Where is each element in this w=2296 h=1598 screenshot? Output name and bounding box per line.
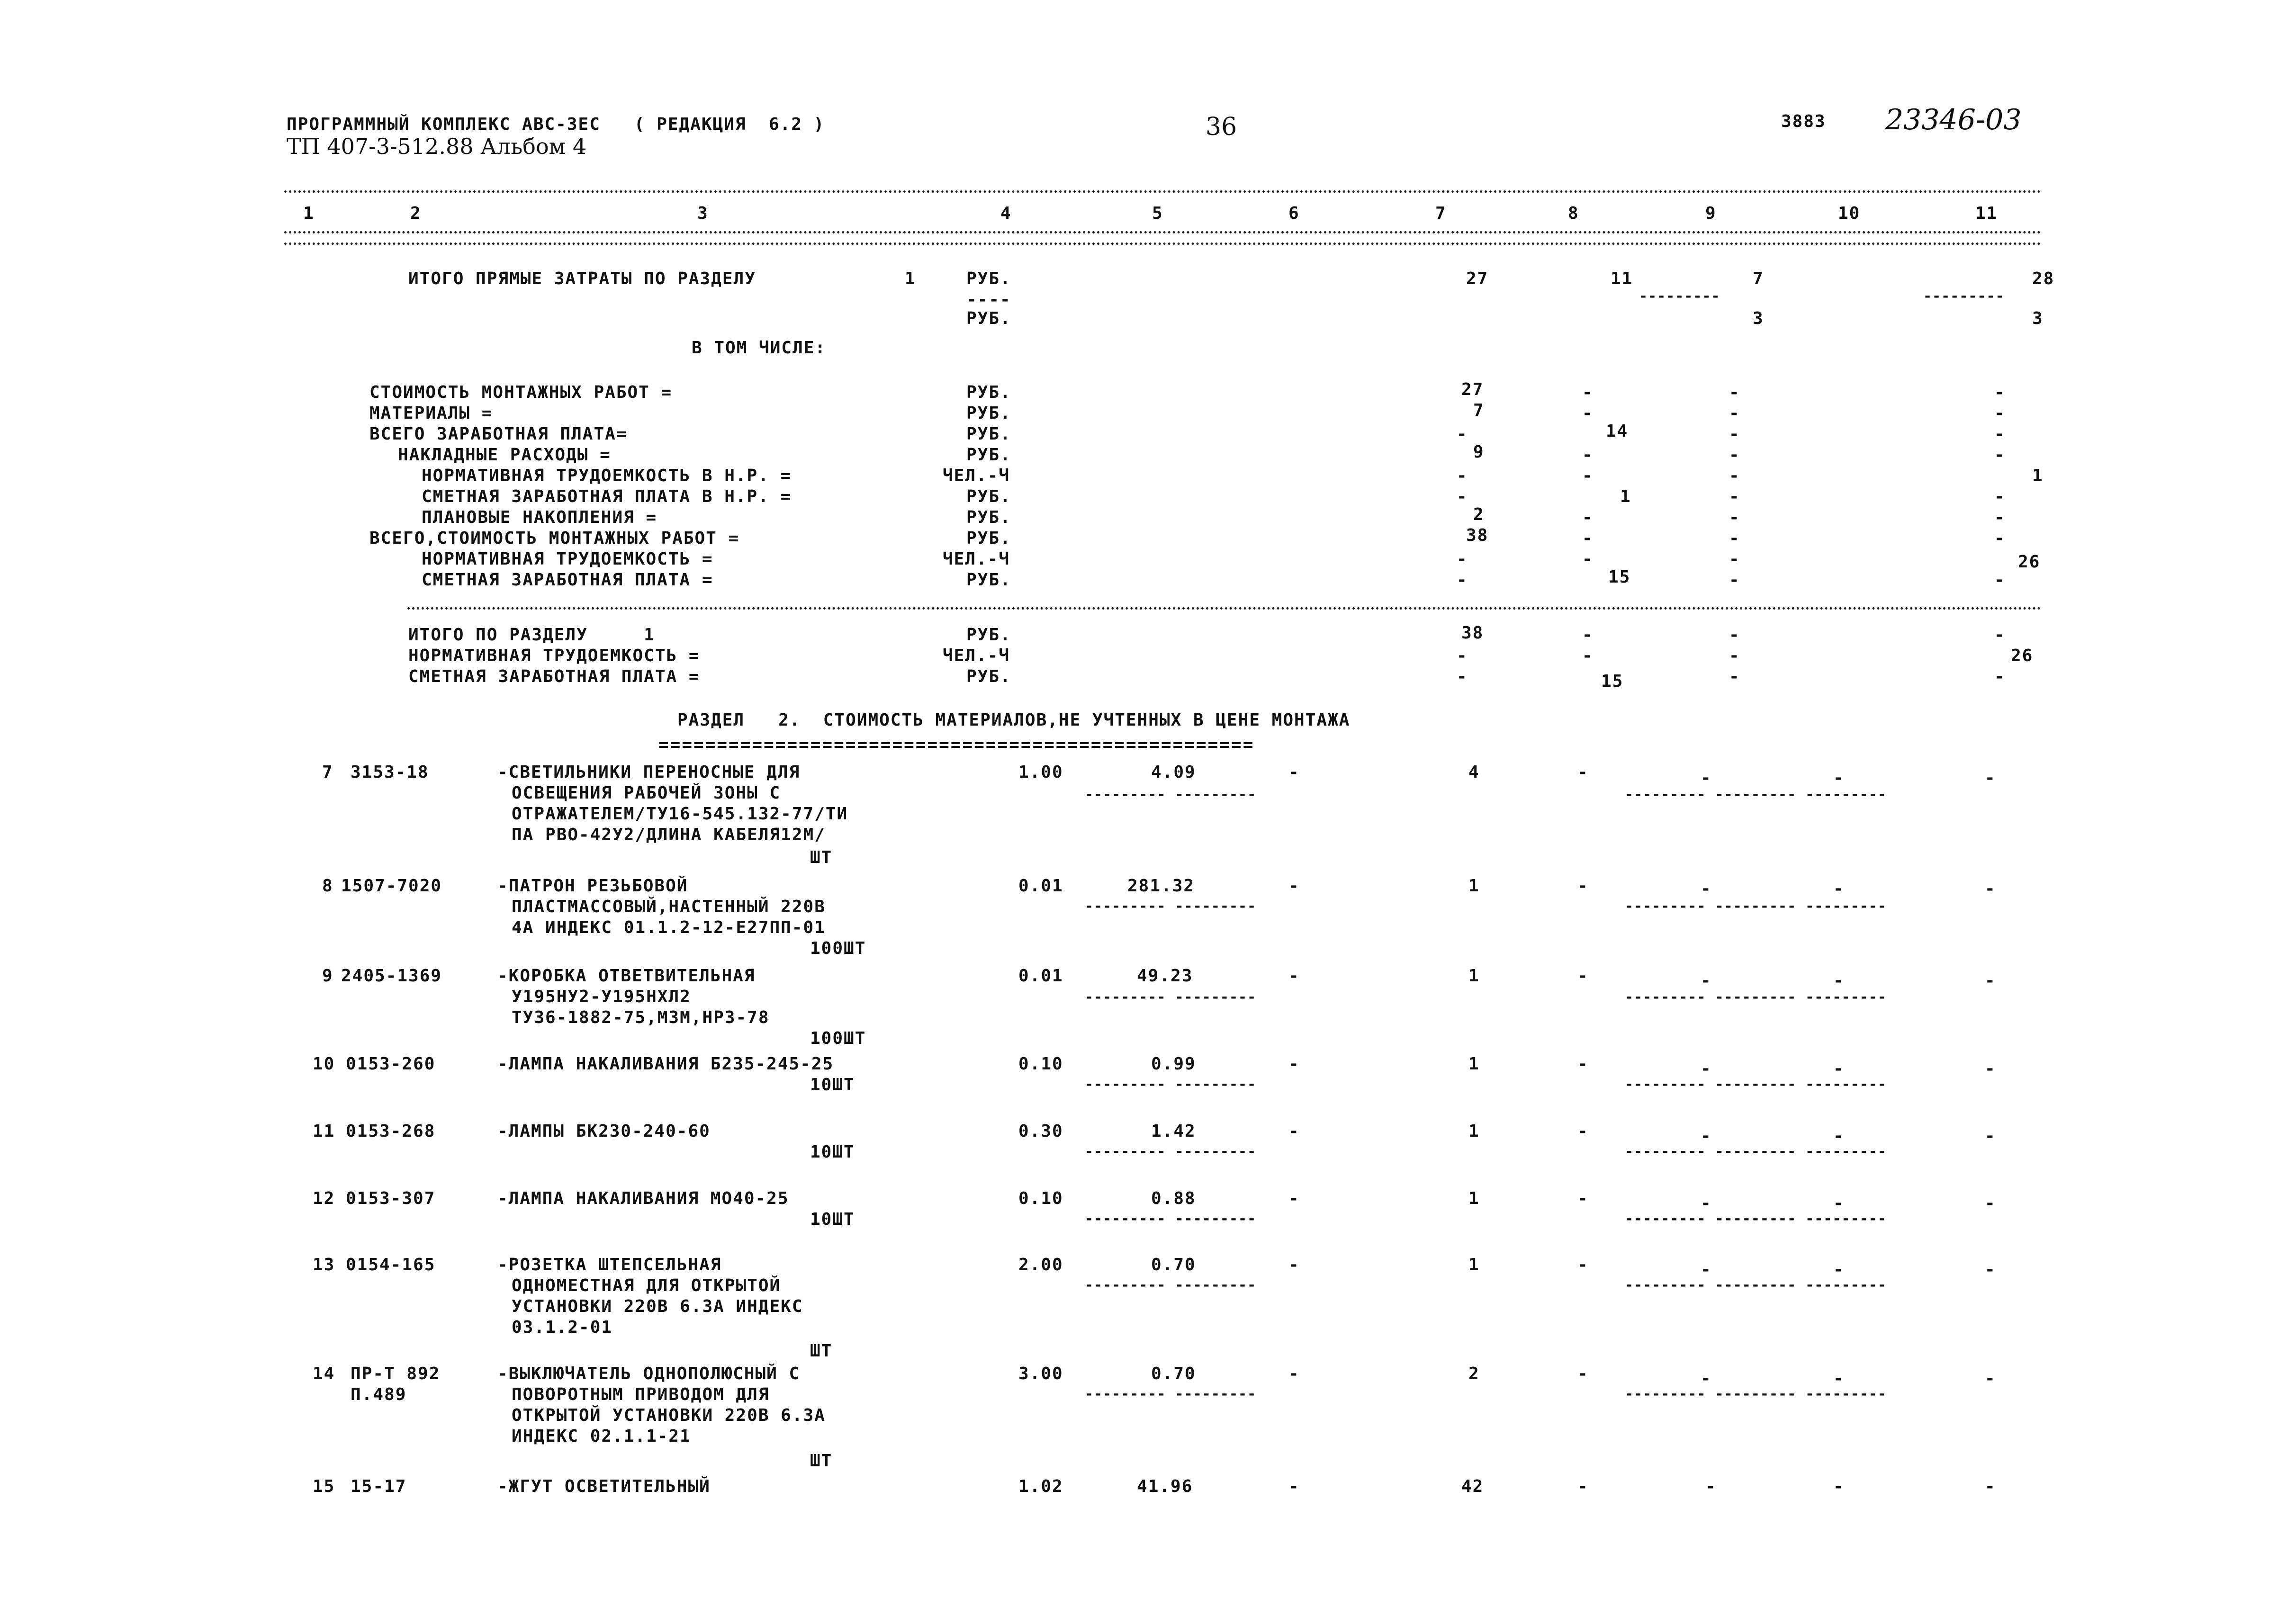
row-quantity: 0.01: [1018, 966, 1063, 986]
stamp-number: 3883: [1781, 112, 1826, 131]
header-rule-top: [284, 190, 2042, 193]
section-total-label: ИТОГО ПО РАЗДЕЛУ 1: [408, 625, 655, 645]
row-c10: -: [1833, 1059, 1845, 1078]
row-dashes: --------- ---------: [1085, 1143, 1257, 1160]
column-number: 8: [1568, 204, 1579, 223]
header-rule-mid: [284, 231, 2042, 233]
summary-row-c9: -: [1729, 466, 1740, 485]
summary-row-c11: -: [1994, 383, 2006, 402]
summary-row-c11: -: [1994, 508, 2006, 527]
row-quantity: 0.10: [1018, 1054, 1063, 1074]
row-c6: -: [1288, 1054, 1300, 1074]
row-c11: -: [1985, 1477, 1996, 1496]
section-total-c9: -: [1729, 625, 1740, 645]
row-description-line: ПЛАСТМАССОВЫЙ,НАСТЕННЫЙ 220В: [512, 897, 826, 916]
summary-row-c8: -: [1582, 383, 1594, 402]
row-code: 2405-1369: [341, 966, 442, 986]
section-total-c9: -: [1729, 667, 1740, 686]
summary-row-label: МАТЕРИАЛЫ =: [369, 404, 493, 423]
summary-row-c8: 1: [1620, 487, 1631, 506]
row-dashes: --------- --------- ---------: [1625, 1211, 1887, 1227]
row-code: 3153-18: [351, 763, 429, 782]
summary-row-c7: -: [1457, 549, 1468, 569]
row-description-line: -КОРОБКА ОТВЕТВИТЕЛЬНАЯ: [497, 966, 756, 986]
summary-sub-unit: ----: [966, 290, 1011, 309]
summary-row-c7: 38: [1466, 526, 1489, 545]
section-total-unit: РУБ.: [966, 625, 1011, 645]
row-c9: -: [1705, 1477, 1717, 1496]
summary-row-c11: -: [1994, 445, 2006, 465]
row-code: 0153-268: [346, 1122, 436, 1141]
row-description-line: ПОВОРОТНЫМ ПРИВОДОМ ДЛЯ: [512, 1385, 770, 1404]
row-description-line: -ВЫКЛЮЧАТЕЛЬ ОДНОПОЛЮСНЫЙ С: [497, 1364, 801, 1383]
column-number: 6: [1288, 204, 1300, 223]
section-total-c8: -: [1582, 625, 1594, 645]
column-number: 7: [1435, 204, 1447, 223]
summary-row-label: НОРМАТИВНАЯ ТРУДОЕМКОСТЬ =: [422, 549, 713, 569]
row-c7: 1: [1468, 1054, 1480, 1074]
row-number: 13: [313, 1255, 335, 1275]
row-number: 8: [322, 876, 333, 896]
row-description-line: ОДНОМЕСТНАЯ ДЛЯ ОТКРЫТОЙ: [512, 1276, 781, 1295]
summary-row-c8: -: [1582, 445, 1594, 465]
row-unit: 10ШТ: [810, 1210, 855, 1229]
row-unit: 10ШТ: [810, 1075, 855, 1095]
summary-c11: 28: [2032, 269, 2055, 288]
row-quantity: 3.00: [1018, 1364, 1063, 1383]
section-total-c9: -: [1729, 646, 1740, 665]
row-c10: -: [1833, 879, 1845, 898]
row-unit: ШТ: [810, 848, 833, 867]
row-c8: -: [1577, 1122, 1589, 1141]
summary-row-c7: 9: [1473, 442, 1485, 462]
summary-row-c11: 26: [2018, 552, 2041, 572]
summary-row-c8: -: [1582, 549, 1594, 569]
row-description-line: ПА РВО-42У2/ДЛИНА КАБЕЛЯ12М/: [512, 825, 826, 844]
summary-row-label: НОРМАТИВНАЯ ТРУДОЕМКОСТЬ В Н.Р. =: [422, 466, 792, 485]
section-2-underline: ===================================================: [658, 735, 1255, 754]
summary-unit: РУБ.: [966, 269, 1011, 288]
row-c7: 1: [1468, 1255, 1480, 1275]
summary-row-c11: -: [1994, 404, 2006, 423]
summary-row-c9: -: [1729, 549, 1740, 569]
row-dashes: --------- ---------: [1085, 989, 1257, 1005]
row-unit: 100ШТ: [810, 939, 866, 958]
row-c11: -: [1985, 879, 1996, 898]
row-c9: -: [1701, 1194, 1712, 1213]
summary-row-c7: -: [1457, 487, 1468, 506]
section-total-unit: ЧЕЛ.-Ч: [943, 646, 1010, 665]
row-c11: -: [1985, 1059, 1996, 1078]
row-c8: -: [1577, 1364, 1589, 1383]
summary-section-number: 1: [905, 269, 916, 288]
row-description-line: -ЛАМПЫ БК230-240-60: [497, 1122, 711, 1141]
column-number: 11: [1975, 204, 1998, 223]
row-c10: -: [1833, 768, 1845, 788]
section-total-label: НОРМАТИВНАЯ ТРУДОЕМКОСТЬ =: [408, 646, 700, 665]
summary-row-c11: -: [1994, 570, 2006, 590]
summary-row-c11: -: [1994, 529, 2006, 548]
summary-row-c7: 27: [1461, 380, 1484, 399]
row-c6: -: [1288, 966, 1300, 986]
row-code: 0153-260: [346, 1054, 436, 1074]
section-2-title: РАЗДЕЛ 2. СТОИМОСТЬ МАТЕРИАЛОВ,НЕ УЧТЕННЫХ В ЦЕНЕ МОНТАЖА: [677, 710, 1351, 730]
summary-row-unit: РУБ.: [966, 529, 1011, 548]
summary-row-c9: -: [1729, 383, 1740, 402]
summary-dashes: ---------: [1923, 288, 2005, 305]
inventory-number: 23346-03: [1885, 103, 2022, 136]
row-number: 12: [313, 1189, 335, 1208]
row-c8: -: [1577, 763, 1589, 782]
column-number: 5: [1152, 204, 1163, 223]
row-unit: 10ШТ: [810, 1142, 855, 1162]
row-description-line: -ЛАМПА НАКАЛИВАНИЯ МО40-25: [497, 1189, 789, 1208]
summary-row-c8: -: [1582, 529, 1594, 548]
summary-row-unit: ЧЕЛ.-Ч: [943, 549, 1010, 569]
summary-row-label: НАКЛАДНЫЕ РАСХОДЫ =: [398, 445, 611, 465]
summary-row-c7: -: [1457, 570, 1468, 590]
row-dashes: --------- --------- ---------: [1625, 1076, 1887, 1093]
section-total-c7: -: [1457, 646, 1468, 665]
row-price: 0.88: [1151, 1189, 1196, 1208]
summary-c7: 27: [1466, 269, 1489, 288]
row-quantity: 1.00: [1018, 763, 1063, 782]
row-c10: -: [1833, 1126, 1845, 1146]
row-c8: -: [1577, 1189, 1589, 1208]
summary-row-label: ПЛАНОВЫЕ НАКОПЛЕНИЯ =: [422, 508, 657, 527]
row-price: 281.32: [1127, 876, 1195, 896]
row-c9: -: [1701, 768, 1712, 788]
row-c7: 1: [1468, 966, 1480, 986]
row-c9: -: [1701, 1369, 1712, 1388]
row-c10: -: [1833, 1194, 1845, 1213]
section-total-c11: 26: [2011, 646, 2034, 665]
row-quantity: 1.02: [1018, 1477, 1063, 1496]
row-c10: -: [1833, 1369, 1845, 1388]
row-price: 1.42: [1151, 1122, 1196, 1141]
section-total-unit: РУБ.: [966, 667, 1011, 686]
summary-row-unit: РУБ.: [966, 445, 1011, 465]
summary-c8: 11: [1611, 269, 1633, 288]
row-dashes: --------- ---------: [1085, 1277, 1257, 1293]
row-c6: -: [1288, 1255, 1300, 1275]
row-c6: -: [1288, 1477, 1300, 1496]
summary-row-c9: -: [1729, 404, 1740, 423]
summary-row-label: ВСЕГО,СТОИМОСТЬ МОНТАЖНЫХ РАБОТ =: [369, 529, 740, 548]
page-number: 36: [1206, 113, 1237, 141]
summary-row-unit: РУБ.: [966, 570, 1011, 590]
summary-row-c8: -: [1582, 466, 1594, 485]
row-price: 4.09: [1151, 763, 1196, 782]
row-c8: -: [1577, 966, 1589, 986]
row-quantity: 0.30: [1018, 1122, 1063, 1141]
row-number: 7: [322, 763, 333, 782]
summary-row-c11: -: [1994, 424, 2006, 444]
row-c6: -: [1288, 763, 1300, 782]
row-code: ПР-Т 892: [351, 1364, 441, 1383]
row-description-line: ИНДЕКС 02.1.1-21: [512, 1427, 691, 1446]
summary-row-c7: -: [1457, 424, 1468, 444]
header-rule-bottom: [284, 242, 2042, 245]
row-c11: -: [1985, 1260, 1996, 1279]
row-c10: -: [1833, 1260, 1845, 1279]
row-unit: 100ШТ: [810, 1029, 866, 1048]
row-c9: -: [1701, 1126, 1712, 1146]
row-price: 0.70: [1151, 1364, 1196, 1383]
summary-row-c8: 14: [1606, 422, 1629, 441]
row-c6: -: [1288, 1364, 1300, 1383]
row-c6: -: [1288, 1122, 1300, 1141]
row-quantity: 0.01: [1018, 876, 1063, 896]
summary-row-c11: 1: [2032, 466, 2044, 485]
row-number: 15: [313, 1477, 335, 1496]
column-number: 1: [303, 204, 315, 223]
row-quantity: 0.10: [1018, 1189, 1063, 1208]
summary-row-c9: -: [1729, 487, 1740, 506]
row-c8: -: [1577, 876, 1589, 896]
row-c9: -: [1701, 1260, 1712, 1279]
row-description-line: У195НУ2-У195НХЛ2: [512, 987, 691, 1006]
summary-row-c11: -: [1994, 487, 2006, 506]
summary-row-c9: -: [1729, 529, 1740, 548]
row-dashes: --------- --------- ---------: [1625, 786, 1887, 803]
row-c7: 2: [1468, 1364, 1480, 1383]
summary-c9: 7: [1753, 269, 1764, 288]
section-total-c7: 38: [1461, 623, 1484, 643]
row-quantity: 2.00: [1018, 1255, 1063, 1275]
row-c7: 1: [1468, 1122, 1480, 1141]
row-dashes: --------- --------- ---------: [1625, 989, 1887, 1005]
in-that-number-label: В ТОМ ЧИСЛЕ:: [692, 338, 827, 358]
row-number: 9: [322, 966, 333, 986]
section-total-c8: 15: [1601, 672, 1624, 691]
row-c7: 1: [1468, 876, 1480, 896]
row-dashes: --------- --------- ---------: [1625, 1143, 1887, 1160]
row-c10: -: [1833, 971, 1845, 990]
column-number: 3: [697, 204, 709, 223]
row-dashes: --------- ---------: [1085, 1076, 1257, 1093]
program-header: ПРОГРАММНЫЙ КОМПЛЕКС АВС-3ЕС ( РЕДАКЦИЯ 6.2 ): [287, 115, 825, 134]
summary-row-c7: 2: [1473, 505, 1485, 524]
summary-row-unit: РУБ.: [966, 508, 1011, 527]
summary-row-unit: РУБ.: [966, 383, 1011, 402]
row-c10: -: [1833, 1477, 1845, 1496]
row-c6: -: [1288, 876, 1300, 896]
summary-row-c9: -: [1729, 445, 1740, 465]
row-code: 0153-307: [346, 1189, 436, 1208]
row-c7: 42: [1461, 1477, 1484, 1496]
row-dashes: --------- ---------: [1085, 898, 1257, 915]
row-description-line: УСТАНОВКИ 220В 6.3А ИНДЕКС: [512, 1297, 803, 1316]
summary-row-c8: -: [1582, 508, 1594, 527]
row-dashes: --------- ---------: [1085, 786, 1257, 803]
row-c8: -: [1577, 1477, 1589, 1496]
summary-dashes: ---------: [1639, 288, 1720, 305]
row-c7: 4: [1468, 763, 1480, 782]
row-c8: -: [1577, 1255, 1589, 1275]
row-dashes: --------- --------- ---------: [1625, 898, 1887, 915]
section-total-rule: [407, 607, 2042, 610]
row-dashes: --------- --------- ---------: [1625, 1277, 1887, 1293]
row-price: 0.70: [1151, 1255, 1196, 1275]
section-total-c8: -: [1582, 646, 1594, 665]
row-c8: -: [1577, 1054, 1589, 1074]
summary-row-c7: -: [1457, 466, 1468, 485]
row-dashes: --------- ---------: [1085, 1211, 1257, 1227]
row-price: 0.99: [1151, 1054, 1196, 1074]
row-code: 15-17: [351, 1477, 407, 1496]
summary-row-unit: ЧЕЛ.-Ч: [943, 466, 1010, 485]
summary-sub-c11: 3: [2032, 309, 2044, 328]
row-description-line: -РОЗЕТКА ШТЕПСЕЛЬНАЯ: [497, 1255, 722, 1275]
row-description-line: ОТКРЫТОЙ УСТАНОВКИ 220В 6.3А: [512, 1406, 826, 1425]
row-c9: -: [1701, 879, 1712, 898]
row-description-line: 03.1.2-01: [512, 1318, 613, 1337]
summary-row-unit: РУБ.: [966, 424, 1011, 444]
row-unit: ШТ: [810, 1451, 833, 1471]
row-number: 11: [313, 1122, 335, 1141]
summary-row-label: ВСЕГО ЗАРАБОТНАЯ ПЛАТА=: [369, 424, 628, 444]
row-unit: ШТ: [810, 1341, 833, 1361]
summary-row-c8: -: [1582, 404, 1594, 423]
row-c7: 1: [1468, 1189, 1480, 1208]
row-c9: -: [1701, 971, 1712, 990]
row-c11: -: [1985, 768, 1996, 788]
row-price: 49.23: [1137, 966, 1193, 986]
column-number: 4: [1000, 204, 1012, 223]
summary-sub-unit: РУБ.: [966, 309, 1011, 328]
row-number: 10: [313, 1054, 335, 1074]
column-number: 10: [1838, 204, 1861, 223]
row-description-line: -ЛАМПА НАКАЛИВАНИЯ Б235-245-25: [497, 1054, 834, 1074]
summary-row-label: СТОИМОСТЬ МОНТАЖНЫХ РАБОТ =: [369, 383, 673, 402]
row-description-line: -ПАТРОН РЕЗЬБОВОЙ: [497, 876, 688, 896]
row-c11: -: [1985, 1126, 1996, 1146]
row-description-line: -СВЕТИЛЬНИКИ ПЕРЕНОСНЫЕ ДЛЯ: [497, 763, 801, 782]
row-code: 0154-165: [346, 1255, 436, 1275]
row-price: 41.96: [1137, 1477, 1193, 1496]
row-c11: -: [1985, 1369, 1996, 1388]
row-c11: -: [1985, 971, 1996, 990]
row-description-line: 4А ИНДЕКС 01.1.2-12-Е27ПП-01: [512, 918, 826, 937]
summary-row-c9: -: [1729, 508, 1740, 527]
summary-title: ИТОГО ПРЯМЫЕ ЗАТРАТЫ ПО РАЗДЕЛУ: [408, 269, 756, 288]
summary-row-c7: 7: [1473, 401, 1485, 420]
row-number: 14: [313, 1364, 335, 1383]
summary-sub-c9: 3: [1753, 309, 1764, 328]
section-total-c11: -: [1994, 625, 2006, 645]
row-code: 1507-7020: [341, 876, 442, 896]
summary-row-c8: 15: [1608, 567, 1631, 587]
row-c6: -: [1288, 1189, 1300, 1208]
row-description-line: -ЖГУТ ОСВЕТИТЕЛЬНЫЙ: [497, 1477, 711, 1496]
row-description-line: ТУ36-1882-75,МЗМ,НРЗ-78: [512, 1008, 770, 1027]
row-c11: -: [1985, 1194, 1996, 1213]
row-code-secondary: П.489: [351, 1385, 407, 1404]
row-description-line: ОСВЕЩЕНИЯ РАБОЧЕЙ ЗОНЫ С: [512, 783, 781, 803]
summary-row-label: СМЕТНАЯ ЗАРАБОТНАЯ ПЛАТА =: [422, 570, 713, 590]
row-dashes: --------- ---------: [1085, 1386, 1257, 1402]
section-total-label: СМЕТНАЯ ЗАРАБОТНАЯ ПЛАТА =: [408, 667, 700, 686]
section-total-c11: -: [1994, 667, 2006, 686]
section-total-c7: -: [1457, 667, 1468, 686]
document-title: ТП 407-3-512.88 Альбом 4: [287, 134, 587, 159]
row-dashes: --------- --------- ---------: [1625, 1386, 1887, 1402]
row-c9: -: [1701, 1059, 1712, 1078]
summary-row-unit: РУБ.: [966, 487, 1011, 506]
row-description-line: ОТРАЖАТЕЛЕМ/ТУ16-545.132-77/ТИ: [512, 804, 848, 824]
column-number: 2: [410, 204, 422, 223]
summary-row-unit: РУБ.: [966, 404, 1011, 423]
summary-row-c9: -: [1729, 570, 1740, 590]
summary-row-c9: -: [1729, 424, 1740, 444]
column-number: 9: [1705, 204, 1717, 223]
summary-row-label: СМЕТНАЯ ЗАРАБОТНАЯ ПЛАТА В Н.Р. =: [422, 487, 792, 506]
